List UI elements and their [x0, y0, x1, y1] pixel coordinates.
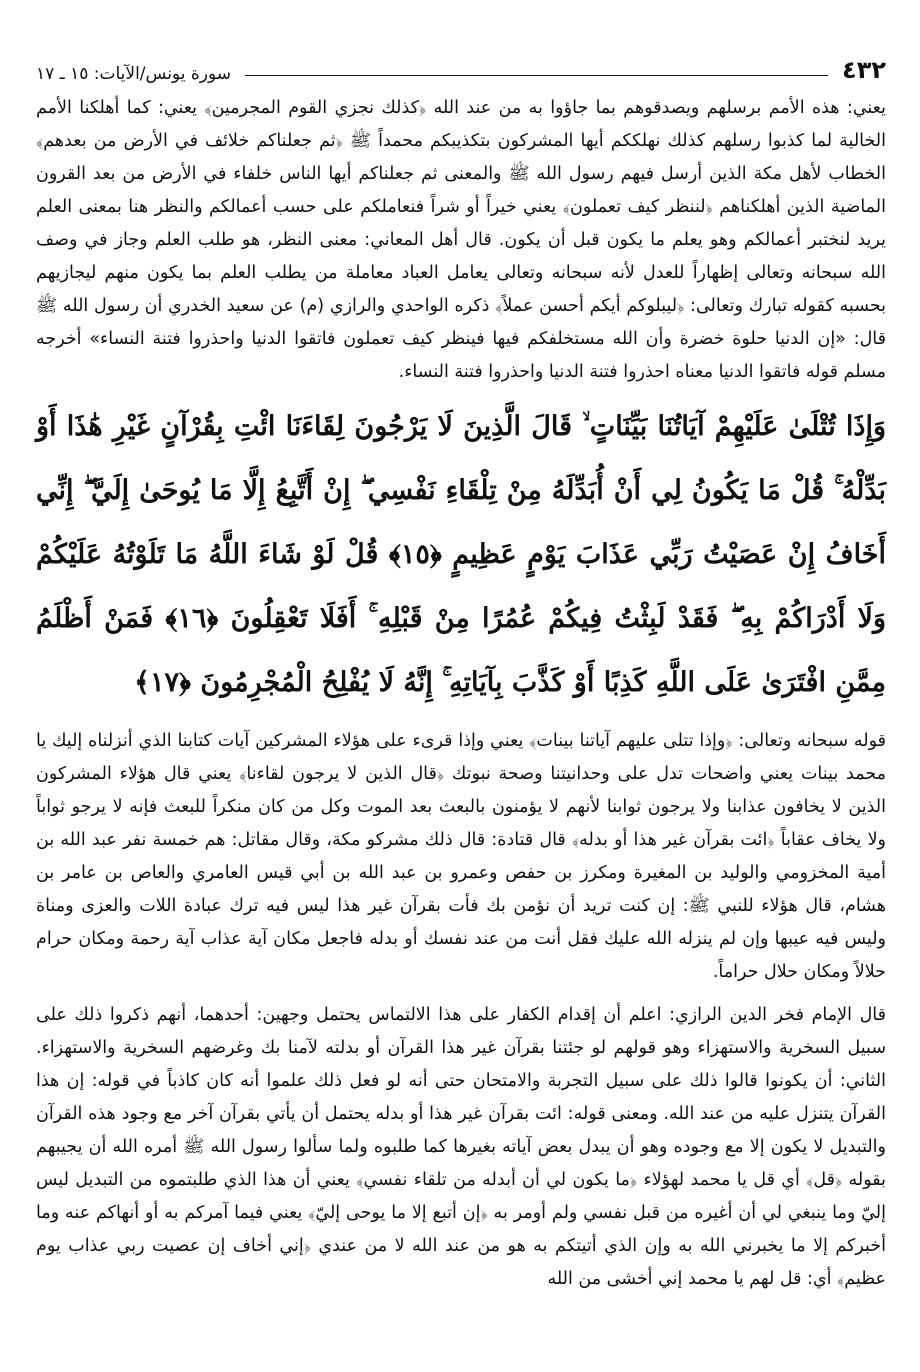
commentary-paragraph-2: قوله سبحانه وتعالى: ﴿وإذا تتلى عليهم آياتنا بينات﴾ يعني وإذا قرىء على هؤلاء المشركين آيات كتابنا الذي أنزلناه إليك يا محمد بينات يعني واضحات تدل على وحدانيتنا وصحة نبوتك ﴿قال الذين لا يرجون لقاءنا﴾ يعني قال هؤلاء المشركون الذين لا يخافون عذابنا ولا يرجون ثوابنا لأنهم لا يؤمنون بالبعث بعد الموت وكل من كان منكراً للبعث فإنه لا يرجو ثواباً ولا يخاف عقاباً ﴿ائت بقرآن غير هذا أو بدله﴾ قال قتادة: قال ذلك مشركو مكة، وقال مقاتل: هم خمسة نفر عبد الله بن أمية المخزومي والوليد بن المغيرة ومكرز بن حفص وعمرو بن عبد الله بن أبي قيس العامري والعاص بن عامر بن هشام، قال هؤلاء للنبي ﷺ: إن كنت تريد أن نؤمن بك فأت بقرآن غير هذا ليس فيه ترك عبادة اللات والعزى ومناة وليس فيه عيبها وإن لم ينزله الله عليك فقل أنت من عند نفسك أو بدله فاجعل مكان آية عذاب آية رحمة ومكان حرام حلالاً ومكان حلال حراماً.	[36, 731, 886, 982]
page-number: ٤٣٢	[842, 56, 886, 84]
running-title: سورة يونس/الآيات: ١٥ ـ ١٧	[36, 64, 231, 84]
header-rule	[245, 75, 828, 76]
page-header	[36, 50, 886, 84]
commentary-paragraph-1: يعني: هذه الأمم برسلهم ويصدقوهم بما جاؤوا به من عند الله ﴿كذلك نجزي القوم المجرمين﴾ يعني: كما أهلكنا الأمم الخالية لما كذبوا رسلهم كذلك نهلككم أيها المشركون بتكذيبكم محمداً ﷺ ﴿ثم جعلناكم خلائف في الأرض من بعدهم﴾ الخطاب لأهل مكة الذين أرسل فيهم رسول الله ﷺ والمعنى ثم جعلناكم أيها الناس خلفاء في الأرض من بعد القرون الماضية الذين أهلكناهم ﴿لننظر كيف تعملون﴾ يعني خيراً أو شراً فنعاملكم على حسب أعمالكم والنظر هنا بمعنى العلم يريد لنختبر أعمالكم وهو يعلم ما يكون قبل أن يكون. قال أهل المعاني: معنى النظر، هو طلب العلم وجاز في وصف الله سبحانه وتعالى إظهاراً للعدل لأنه سبحانه وتعالى يعامل العباد معاملة من يطلب العلم بما يكون منهم ليجازيهم بحسبه كقوله تبارك وتعالى: ﴿ليبلوكم أيكم أحسن عملاً﴾ ذكره الواحدي والرازي (م) عن سعيد الخدري أن رسول الله ﷺ قال: «إن الدنيا حلوة خضرة وأن الله مستخلفكم فيها فينظر كيف تعملون فاتقوا الدنيا واحذروا فتنة النساء» أخرجه مسلم قوله فاتقوا الدنيا معناه احذروا فتنة الدنيا واحذروا فتنة النساء.	[36, 98, 886, 382]
commentary-paragraph-3: قال الإمام فخر الدين الرازي: اعلم أن إقدام الكفار على هذا الالتماس يحتمل وجهين: أحدهما، أنهم ذكروا ذلك على سبيل السخرية والاستهزاء وهو قولهم لو جئتنا بقرآن غير هذا القرآن أو بدلته لآمنا بك وغرضهم السخرية والاستهزاء. الثاني: أن يكونوا قالوا ذلك على سبيل التجربة والامتحان حتى أنه لو فعل ذلك علموا أنه كان كاذباً في قوله: إن هذا القرآن يتنزل عليه من عند الله. ومعنى قوله: ائت بقرآن غير هذا أو بدله يحتمل أن يأتي بقرآن آخر مع وجود هذه القرآن والتبديل لا يكون إلا مع وجوده وهو أن يبدل بعض آياته بغيرها كما طلبوه ولما سألوا رسول الله ﷺ أمره الله أن يجيبهم بقوله ﴿قل﴾ أي قل يا محمد لهؤلاء ﴿ما يكون لي أن أبدله من تلقاء نفسي﴾ يعني أن هذا الذي طلبتموه من التبديل ليس إليّ وما ينبغي لي أن أغيره من قبل نفسي ولم أومر به ﴿إن أتبع إلا ما يوحى إليّ﴾ يعني فيما آمركم به أو أنهاكم عنه وما أخبركم إلا ما يخبرني الله به وإن الذي أتيتكم به هو من عند الله لا من عندي ﴿إني أخاف إن عصيت ربي عذاب يوم عظيم﴾ أي: قل لهم يا محمد إني أخشى من الله	[36, 1005, 886, 1289]
book-page	[36, 50, 886, 1296]
quran-verses: وَإِذَا تُتْلَىٰ عَلَيْهِمْ آيَاتُنَا بَيِّنَاتٍ ۙ قَالَ الَّذِينَ لَا يَرْجُونَ لِقَاءَنَا ائْتِ بِقُرْآنٍ غَيْرِ هَٰذَا أَوْ بَدِّلْهُ ۚ قُلْ مَا يَكُونُ لِي أَنْ أُبَدِّلَهُ مِنْ تِلْقَاءِ نَفْسِي ۖ إِنْ أَتَّبِعُ إِلَّا مَا يُوحَىٰ إِلَيَّ ۖ إِنِّي أَخَافُ إِنْ عَصَيْتُ رَبِّي عَذَابَ يَوْمٍ عَظِيمٍ ﴿١٥﴾ قُلْ لَوْ شَاءَ اللَّهُ مَا تَلَوْتُهُ عَلَيْكُمْ وَلَا أَدْرَاكُمْ بِهِ ۖ فَقَدْ لَبِثْتُ فِيكُمْ عُمُرًا مِنْ قَبْلِهِ ۚ أَفَلَا تَعْقِلُونَ ﴿١٦﴾ فَمَنْ أَظْلَمُ مِمَّنِ افْتَرَىٰ عَلَى اللَّهِ كَذِبًا أَوْ كَذَّبَ بِآيَاتِهِ ۚ إِنَّهُ لَا يُفْلِحُ الْمُجْرِمُونَ ﴿١٧﴾	[36, 411, 886, 698]
